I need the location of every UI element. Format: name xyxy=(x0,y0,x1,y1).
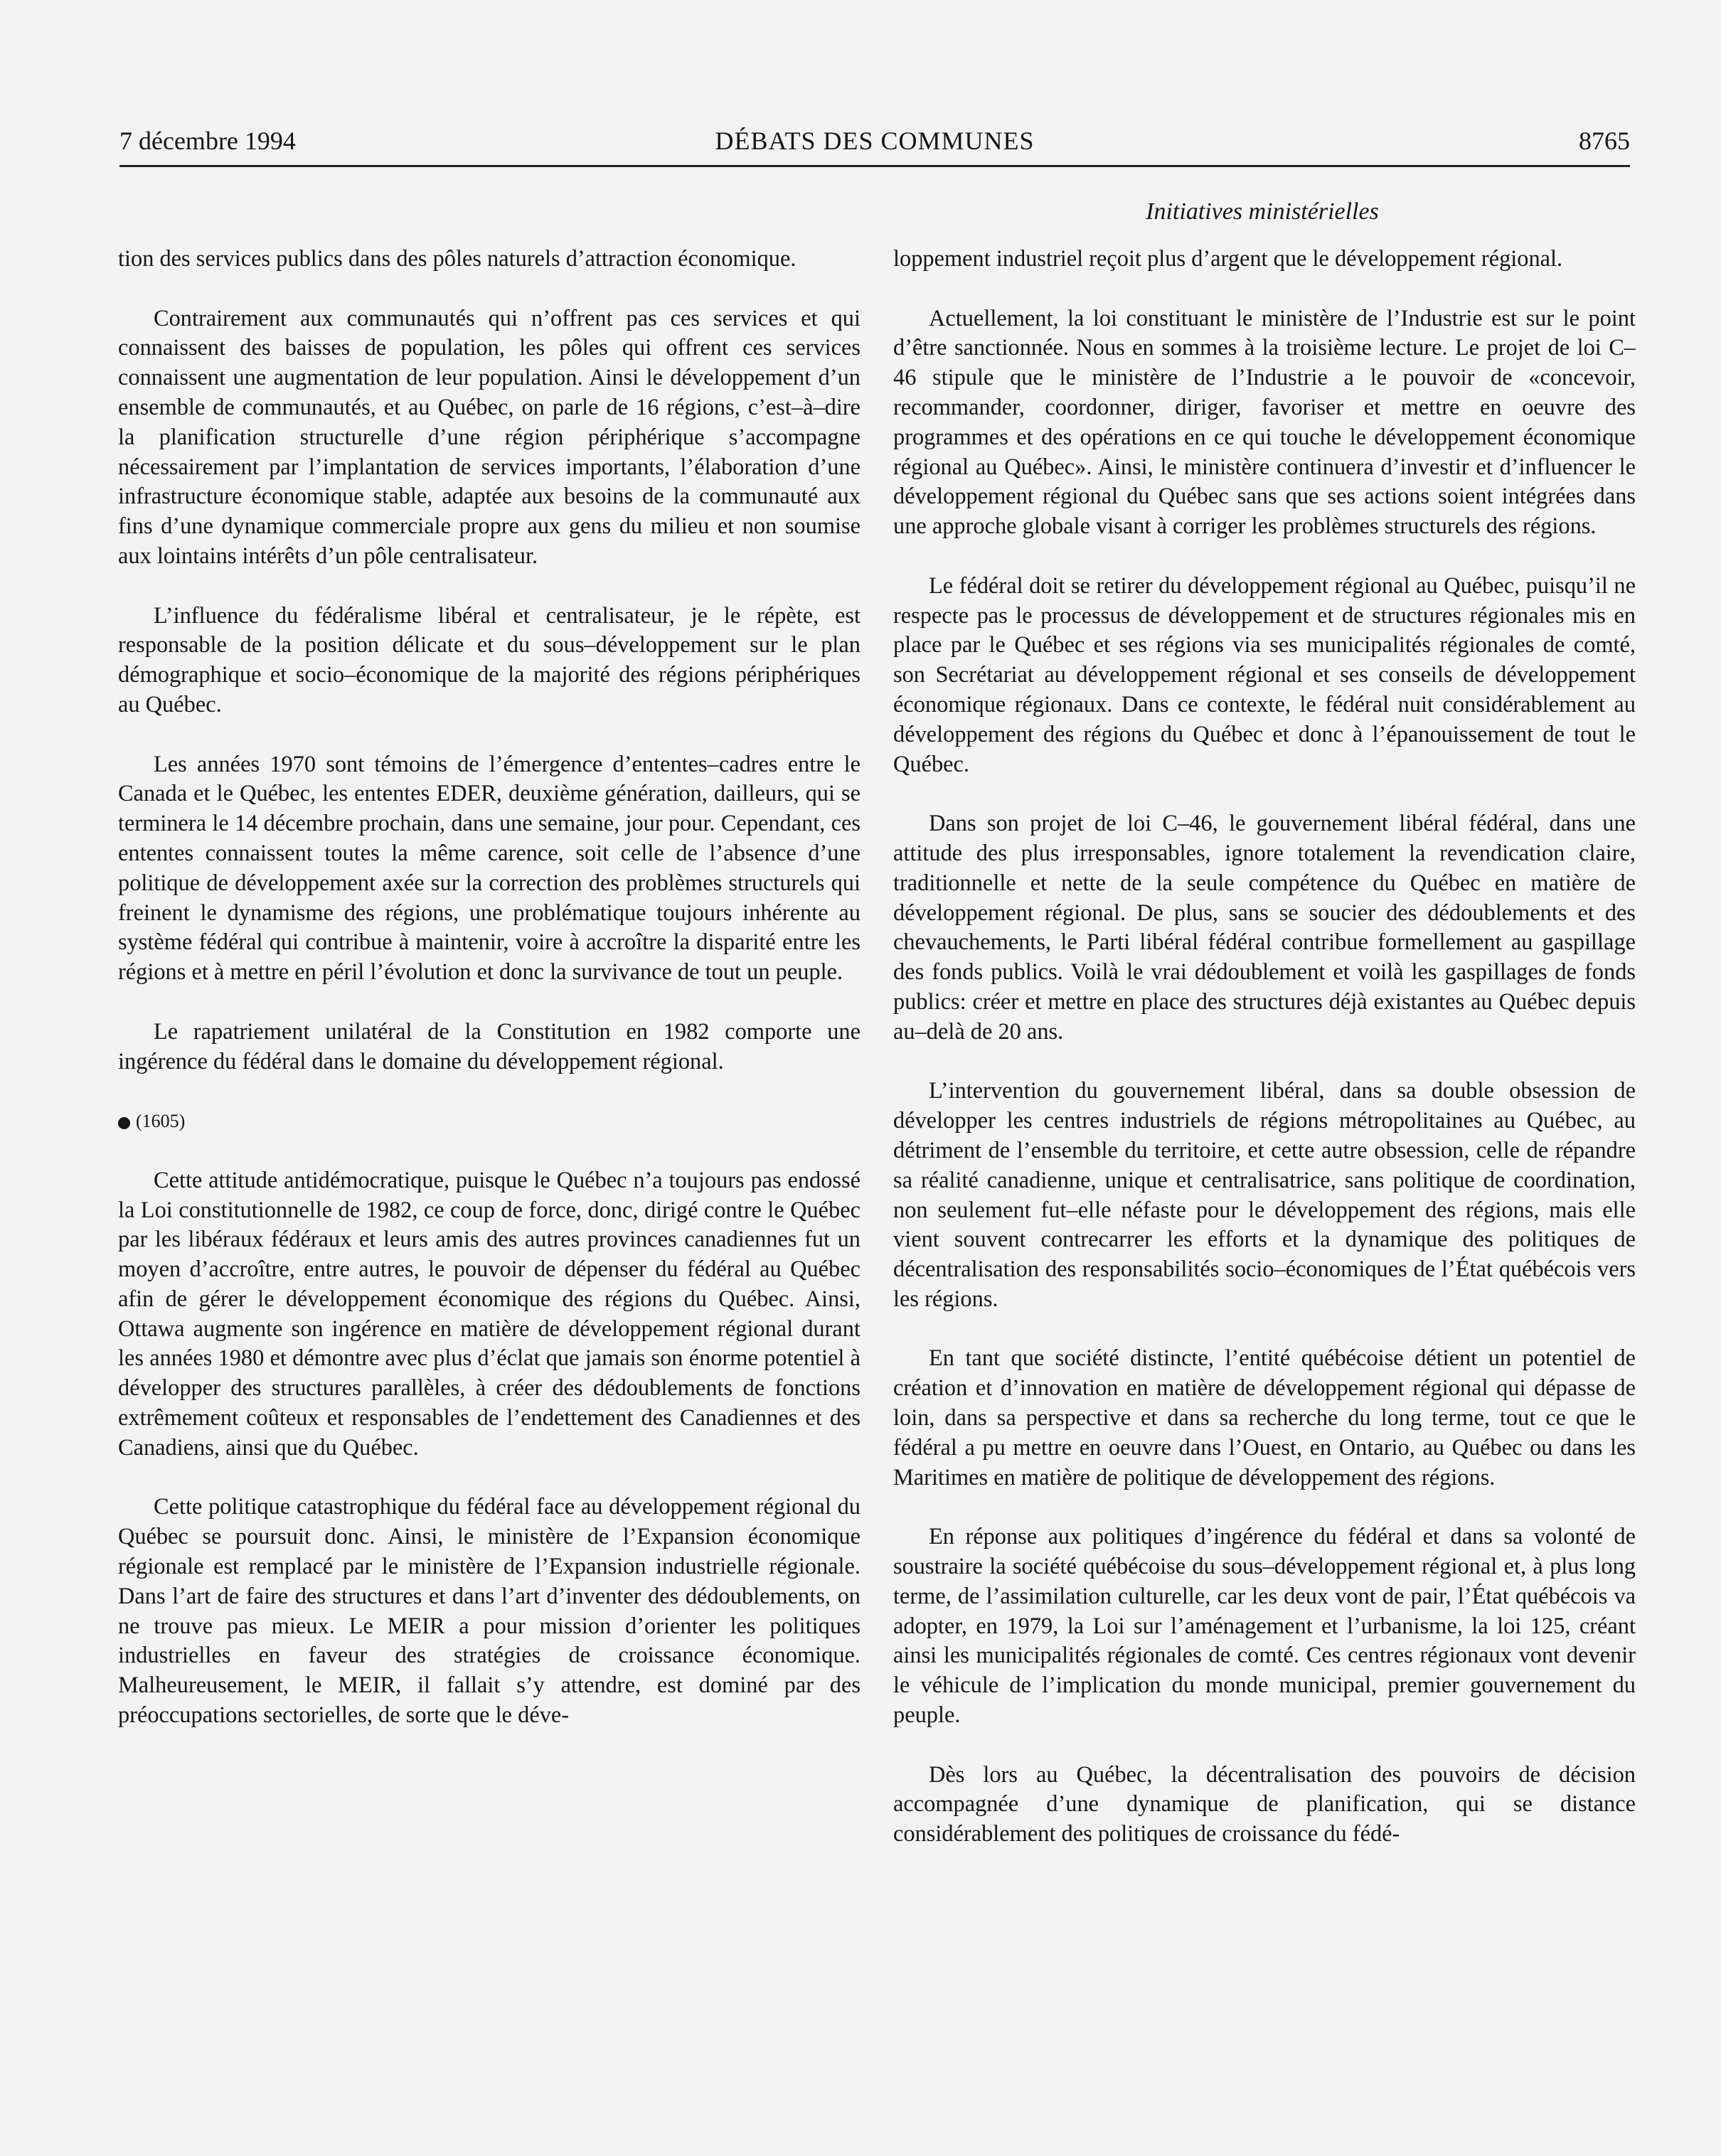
paragraph: En tant que société distincte, l’entité québécoise détient un potentiel de création et d’innovation en matière de développement régional qui dépasse de loin, dans sa perspective et dans sa recherche du long terme, tout ce que le fédéral a pu mettre en oeuvre dans l’Ouest, en Ontario, au Québec ou dans les Maritimes en matière de politique de développement des régions. xyxy=(893,1345,1636,1490)
paragraph: Le rapatriement unilatéral de la Constitution en 1982 comporte une ingérence du fédéral dans le domaine du développement régional. xyxy=(118,1018,860,1074)
paragraph: Actuellement, la loi constituant le ministère de l’Industrie est sur le point d’être sanctionnée. Nous en sommes à la troisième lecture. Le projet de loi C–46 stipule que le ministère de l’Industrie a le pouvoir de «concevoir, recommander, coordonner, diriger, favoriser et mettre en oeuvre des programmes et des opérations en ce qui touche le développement économique régional au Québec». Ainsi, le ministère continuera d’investir et d’influencer le développement régional du Québec sans que ses actions soient intégrées dans une approche globale visant à corriger les problèmes structurels des régions. xyxy=(893,305,1636,540)
left-column xyxy=(118,245,860,1731)
paragraph: Dans son projet de loi C–46, le gouvernement libéral fédéral, dans une attitude des plus irresponsables, ignore totalement la revendication claire, traditionnelle et nette de la seule compétence du Québec en matière de développement régional. De plus, sans se soucier des dédoublements et des chevauchements, le Parti libéral fédéral contribue formellement au gaspillage des fonds publics. Voilà le vrai dédoublement et voilà les gaspillages de fonds publics: créer et mettre en place des structures déjà existantes au Québec depuis au–delà de 20 ans. xyxy=(893,811,1636,1045)
paragraph: Dès lors au Québec, la décentralisation des pouvoirs de décision accompagnée d’une dynamique de planification, qui se distance considérablement des politiques de croissance du fédé- xyxy=(893,1761,1636,1847)
section-label: Initiatives ministérielles xyxy=(1146,198,1379,225)
page-number: 8765 xyxy=(1579,127,1630,155)
header-date: 7 décembre 1994 xyxy=(119,127,296,155)
paragraph: Cette politique catastrophique du fédéral face au développement régional du Québec se poursuit donc. Ainsi, le ministère de l’Expansion économique régionale est remplacé par le ministère de l’Expansion industrielle régionale. Dans l’art de faire des structures et dans l’art d’inventer des dédoublements, on ne trouve pas mieux. Le MEIR a pour mission d’orienter les politiques industrielles en faveur des stratégies de croissance économique. Malheureusement, le MEIR, il fallait s’y attendre, est dominé par des préoccupations sectorielles, de sorte que le déve- xyxy=(118,1494,860,1729)
paragraph: Contrairement aux communautés qui n’offrent pas ces services et qui connaissent des baisses de population, les pôles qui offrent ces services connaissent une augmentation de leur population. Ainsi le développement d’un ensemble de communautés, et au Québec, on parle de 16 régions, c’est–à–dire la planification structurelle d’une région périphérique s’accompagne nécessairement par l’implantation de services importants, l’élaboration d’une infrastructure économique stable, adaptée aux besoins de la communauté aux fins d’une dynamique commerciale propre aux gens du milieu et non soumise aux lointains intérêts d’un pôle centralisateur. xyxy=(118,305,860,569)
time-marker-label: (1605) xyxy=(136,1111,186,1132)
paragraph: L’intervention du gouvernement libéral, dans sa double obsession de développer les centres industriels de régions métropolitaines au Québec, au détriment de l’ensemble du territoire, et cette autre obsession, celle de répandre sa réalité canadienne, unique et centralisatrice, sans politique de coordination, non seulement fut–elle néfaste pour le développement des régions, mais elle vient souvent contrecarrer les efforts et la dynamique des politiques de décentralisation des responsabilités socio–économiques de l’État québécois vers les régions. xyxy=(893,1078,1636,1312)
paragraph: tion des services publics dans des pôles naturels d’attraction économique. xyxy=(118,246,796,272)
right-column xyxy=(893,245,1636,1850)
paragraph: Cette attitude antidémocratique, puisque le Québec n’a toujours pas endossé la Loi constitutionnelle de 1982, ce coup de force, donc, dirigé contre le Québec par les libéraux fédéraux et leurs amis des autres provinces canadiennes fut un moyen d’accroître, entre autres, le pouvoir de dépenser du fédéral au Québec afin de gérer le développement économique des régions du Québec. Ainsi, Ottawa augmente son ingérence en matière de développement régional durant les années 1980 et démontre avec plus d’éclat que jamais son énorme potentiel à développer des structures parallèles, à créer des dédoublements de fonctions extrêmement coûteux et responsables de l’endettement des Canadiennes et des Canadiens, ainsi que du Québec. xyxy=(118,1167,860,1461)
bullet-icon xyxy=(118,1117,130,1129)
header-rule xyxy=(119,165,1630,167)
paragraph: Les années 1970 sont témoins de l’émergence d’ententes–cadres entre le Canada et le Québec, les ententes EDER, deuxième génération, dailleurs, qui se terminera le 14 décembre prochain, dans une semaine, jour pour. Cependant, ces ententes connaissent toutes la même carence, soit celle de l’absence d’une politique de développement axée sur la correction des problèmes structurels qui freinent le dynamisme des régions, une problématique toujours inhérente au système fédéral qui contribue à maintenir, voire à accroître la disparité entre les régions et à mettre en péril l’évolution et donc la survivance de tout un peuple. xyxy=(118,751,860,986)
time-marker xyxy=(118,1106,860,1136)
paragraph: L’influence du fédéralisme libéral et centralisateur, je le répète, est responsable de la position délicate et du sous–développement sur le plan démographique et socio–économique de la majorité des régions périphériques au Québec. xyxy=(118,602,860,717)
paragraph: loppement industriel reçoit plus d’argent que le développement régional. xyxy=(893,246,1563,272)
page-header xyxy=(119,118,1630,164)
publication-title: DÉBATS DES COMMUNES xyxy=(715,127,1035,155)
paragraph: Le fédéral doit se retirer du développement régional au Québec, puisqu’il ne respecte pas le processus de développement et de structures régionales mis en place par le Québec et ses régions via ses municipalités régionales de comté, son Secrétariat au développement régional et ses conseils de développement économique régionaux. Dans ce contexte, le fédéral nuit considérablement au développement des régions du Québec et donc à l’épanouissement de tout le Québec. xyxy=(893,572,1636,777)
paragraph: En réponse aux politiques d’ingérence du fédéral et dans sa volonté de soustraire la société québécoise du sous–développement régional et, à plus long terme, de l’assimilation culturelle, car les deux vont de pair, l’État québécois va adopter, en 1979, la Loi sur l’aménagement et l’urbanisme, la loi 125, créant ainsi les municipalités régionales de comté. Ces centres régionaux vont devenir le véhicule de l’implication du monde municipal, premier gouvernement du peuple. xyxy=(893,1524,1636,1729)
